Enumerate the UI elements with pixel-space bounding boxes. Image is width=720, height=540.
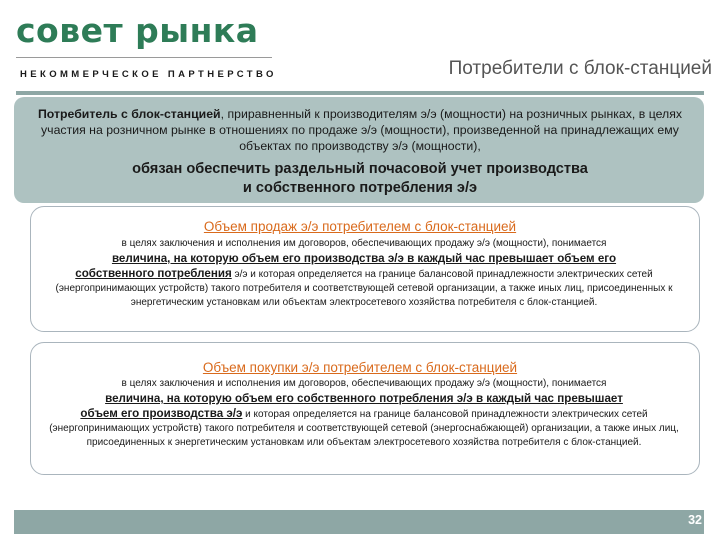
intro-body: , приравненный к производителям э/э (мощности) на розничных рынках, в целях участия на розничном рынке в отношениях по продаже э/э (мощности), произведенной на принадлежащих ему объектах по производству э/э (мощности), xyxy=(41,107,683,153)
sales-volume-definition-end: собственного потребления xyxy=(75,267,232,280)
intro-text xyxy=(28,106,692,154)
footer-band xyxy=(14,510,704,534)
purchase-volume-heading: Объем покупки э/э потребителем с блок-станцией xyxy=(202,360,518,375)
slide-title: Потребители с блок-станцией xyxy=(448,58,712,79)
logo: совет рынка xyxy=(16,11,259,50)
sales-volume-definition: величина, на которую объем его производства э/э в каждый час превышает объем его xyxy=(111,252,617,265)
purchase-volume-rest: и которая определяется на границе балансовой принадлежности электрических сетей (энергопринимающих устройств) такого потребителя и соответствующей сетевой (энергоснабжающей) организации, а также иных лиц, присоединенных к энергетическим установкам или объектам электросетевого хозяйства потребителя с блок-станцией. xyxy=(49,409,679,448)
purchase-volume-continuation xyxy=(40,407,688,450)
intro-obligation-line-1: обязан обеспечить раздельный почасовой учет производства xyxy=(132,161,588,177)
purchase-volume-text xyxy=(40,377,688,450)
sales-volume-text xyxy=(40,237,688,310)
purchase-volume-definition-end: объем его производства э/э xyxy=(80,407,243,420)
logo-divider xyxy=(16,57,272,58)
logo-subtitle: НЕКОММЕРЧЕСКОЕ ПАРТНЕРСТВО xyxy=(20,69,277,80)
sales-volume-heading: Объем продаж э/э потребителем с блок-станцией xyxy=(203,219,517,234)
purchase-volume-definition: величина, на которую объем его собственного потребления э/э в каждый час превышает xyxy=(105,392,623,405)
purchase-volume-line-1: в целях заключения и исполнения им договоров, обеспечивающих продажу э/э (мощности), понимается xyxy=(121,378,607,389)
intro-obligation xyxy=(28,160,692,198)
sales-volume-continuation xyxy=(40,267,688,310)
header-rule xyxy=(16,91,704,95)
sales-volume-rest: э/э и которая определяется на границе балансовой принадлежности электрических сетей (энергопринимающих устройств) такого потребителя и соответствующей сетевой организации, а также иных лиц, присоединенных к энергетическим установкам или объектам электросетевого хозяйства потребителя с блок-станцией. xyxy=(55,269,673,308)
intro-bold-lead: Потребитель с блок-станцией xyxy=(37,107,221,121)
page-number: 32 xyxy=(688,513,702,527)
intro-obligation-line-2: и собственного потребления э/э xyxy=(242,180,478,196)
sales-volume-line-1: в целях заключения и исполнения им договоров, обеспечивающих продажу э/э (мощности), понимается xyxy=(121,238,607,249)
